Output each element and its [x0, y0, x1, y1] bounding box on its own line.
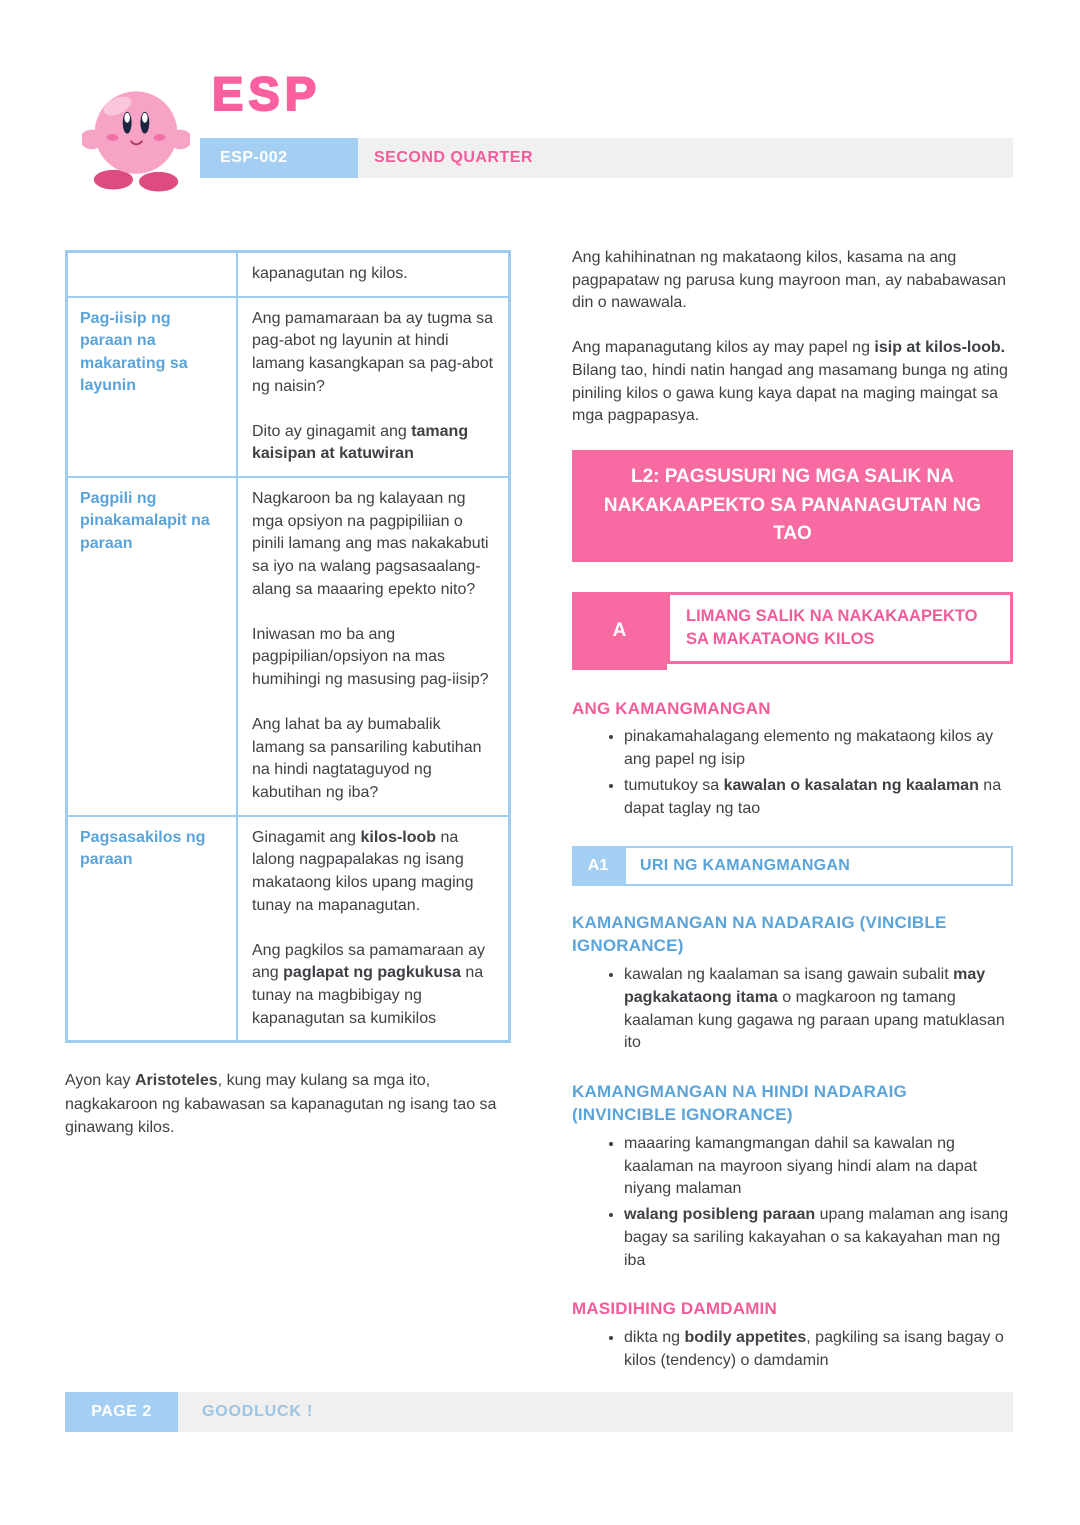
text: Ang pamamaraan ba ay tugma sa pag-abot ng layunin at hindi lamang kasangkapan sa pag-abot ng naisin?	[252, 309, 494, 395]
callout-a1-tag: A1	[572, 846, 624, 886]
bold-text: paglapat ng pagkukusa	[283, 964, 461, 982]
paragraph	[252, 714, 494, 805]
paragraph	[572, 247, 1013, 315]
text: na lalong nagpapalakas ng isang makataong kilos upang maging tunay na mapanagutan.	[252, 828, 474, 914]
row-content	[238, 478, 508, 815]
text: Ang lahat ba ay bumabalik lamang sa pansariling kabutihan na hindi nagtataguyod ng kabutihan ng iba?	[252, 715, 482, 801]
section-heading-masidihing: MASIDIHING DAMDAMIN	[572, 1299, 777, 1319]
callout-a1-title: URI NG KAMANGMANGAN	[624, 846, 1013, 886]
paragraph	[252, 827, 494, 918]
bullet-list-kamangmangan	[572, 726, 1013, 820]
text: pinakamahalagang elemento ng makataong kilos ay ang papel ng isip	[624, 728, 994, 769]
bullet-item	[624, 964, 1013, 1055]
bold-text: bodily appetites	[684, 1329, 807, 1347]
page-number-badge: PAGE 2	[65, 1392, 178, 1432]
bullet-list-nadaraig	[572, 964, 1013, 1055]
section-heading-hindi-nadaraig: KAMANGMANGAN NA HINDI NADARAIG (INVINCIBLE IGNORANCE)	[572, 1082, 907, 1125]
paragraph	[252, 263, 494, 286]
text: kapanagutan ng kilos.	[252, 265, 408, 282]
bold-text: isip at kilos-loob.	[874, 339, 1006, 357]
footer-bar	[65, 1392, 1013, 1432]
text: Ginagamit ang	[252, 828, 361, 846]
criteria-table	[65, 250, 511, 1043]
quarter-label: SECOND QUARTER	[374, 149, 534, 166]
bullet-list-masidihing	[572, 1327, 1013, 1372]
callout-a1	[572, 846, 1013, 886]
callout-a	[572, 592, 1013, 670]
callout-a-tag: A	[572, 592, 667, 670]
text: upang malaman ang isang bagay sa sariling kakayahan o sa kakayahan man ng iba	[624, 1206, 1009, 1269]
bullet-item	[624, 1327, 1013, 1372]
row-content	[238, 817, 508, 1041]
footer-note: GOODLUCK !	[202, 1403, 314, 1420]
text: Ang kahihinatnan ng makataong kilos, kasama na ang pagpapataw ng parusa kung mayroon man, ay nababawasan din o nawawala.	[572, 249, 1007, 312]
table-row	[68, 815, 508, 1041]
bullet-item	[624, 726, 1013, 771]
text: maaaring kamangmangan dahil sa kawalan ng kaalaman na mayroon siyang hindi alam na dapat niyang malaman	[624, 1134, 978, 1198]
right-column	[572, 247, 1013, 1399]
header-bar	[200, 138, 1013, 178]
row-label: Pagpili ng pinakamalapit na paraan	[68, 478, 238, 815]
kirby-mascot-icon	[82, 78, 190, 192]
table-row	[68, 296, 508, 476]
text: , pagkiling sa isang bagay o kilos (tendency) o damdamin	[624, 1329, 1004, 1369]
text: na dapat taglay ng tao	[624, 776, 1002, 817]
row-content	[238, 253, 508, 296]
bullet-item	[624, 1204, 1013, 1272]
bold-text: Aristoteles	[134, 1072, 218, 1090]
bold-text: may pagkakataong itama	[624, 966, 986, 1006]
bold-text: tamang kaisipan at katuwiran	[252, 422, 469, 463]
text: Ang pagkilos sa pamamaraan ay ang	[252, 941, 486, 982]
paragraph	[572, 337, 1013, 428]
text: Iniwasan mo ba ang pagpipilian/opsiyon na mas humihingi ng masusing pag-iisip?	[252, 625, 489, 689]
bold-text: kawalan o kasalatan ng kaalaman	[723, 776, 979, 794]
section-heading-kamangmangan: ANG KAMANGMANGAN	[572, 698, 771, 718]
text: dikta ng	[624, 1329, 685, 1347]
bullet-list-hindi-nadaraig	[572, 1133, 1013, 1272]
text: na tunay na magbibigay ng kapanagutan sa kumikilos	[252, 964, 484, 1027]
row-label: Pagsasakilos ng paraan	[68, 817, 238, 1041]
text: Ang mapanagutang kilos ay may papel ng	[572, 339, 875, 357]
page-title: ESP	[212, 67, 322, 120]
paragraph	[252, 421, 494, 466]
row-content	[238, 298, 508, 476]
paragraph	[252, 488, 494, 602]
callout-a-title: LIMANG SALIK NA NAKAKAAPEKTO SA MAKATAONG KILOS	[667, 592, 1013, 664]
bold-text: kilos-loob	[360, 828, 437, 846]
aristotle-note	[65, 1069, 511, 1139]
section-heading-nadaraig: KAMANGMANGAN NA NADARAIG (VINCIBLE IGNORANCE)	[572, 913, 947, 956]
row-label: Pag-iisip ng paraan na makarating sa layunin	[68, 298, 238, 476]
row-label	[68, 253, 238, 296]
paragraph	[252, 624, 494, 692]
table-row	[68, 253, 508, 296]
text: o magkaroon ng tamang kaalaman kung gagawa ng paraan upang matuklasan ito	[624, 988, 1005, 1052]
bullet-item	[624, 775, 1013, 820]
text: kawalan ng kaalaman sa isang gawain subalit	[624, 966, 954, 984]
paragraph	[252, 940, 494, 1031]
lesson-banner: L2: PAGSUSURI NG MGA SALIK NA NAKAKAAPEKTO SA PANANAGUTAN NG TAO	[572, 450, 1013, 562]
document-code-badge: ESP-002	[200, 138, 358, 178]
left-column	[65, 250, 511, 1139]
bold-text: walang posibleng paraan	[624, 1206, 816, 1224]
paragraph	[65, 1069, 511, 1139]
text: tumutukoy sa	[624, 776, 724, 794]
bullet-item	[624, 1133, 1013, 1201]
text: Ayon kay	[65, 1072, 135, 1090]
paragraph	[252, 308, 494, 399]
text: Bilang tao, hindi natin hangad ang masamang bunga ng ating piniling kilos o gawa kung kaya dapat na maging maingat sa mga pagpapasya.	[572, 361, 1008, 425]
table-row	[68, 476, 508, 815]
intro-paragraphs	[572, 247, 1013, 428]
text: Nagkaroon ba ng kalayaan ng mga opsiyon na pagpipiliian o pinili lamang ang mas nakakabuti sa iyo na walang pagsasaalang-alang sa maaaring epekto nito?	[252, 490, 489, 598]
text: , kung may kulang sa mga ito, nagkakaroon ng kabawasan sa kapanagutan ng isang tao sa ginawang kilos.	[65, 1072, 497, 1136]
text: Dito ay ginagamit ang	[252, 422, 412, 440]
